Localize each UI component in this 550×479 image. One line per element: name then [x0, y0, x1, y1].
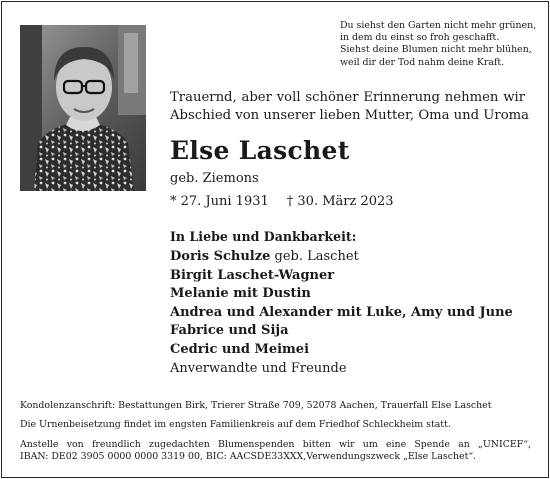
death-date: † 30. März 2023: [286, 194, 394, 209]
birth-date: * 27. Juni 1931: [170, 194, 269, 209]
intro-line: Abschied von unserer lieben Mutter, Oma und Uroma: [170, 108, 530, 123]
memorial-poem: [340, 20, 540, 69]
maiden-name: geb. Ziemons: [170, 171, 259, 186]
mourner-entry: Fabrice und Sija: [170, 323, 289, 339]
donation-request: Anstelle von freundlich zugedachten Blumenspenden bitten wir um eine Spende an „UNICEF“,: [20, 438, 531, 450]
mourner-entry: Anverwandte und Freunde: [170, 360, 347, 376]
burial-info: Die Urnenbeisetzung findet im engsten Familienkreis auf dem Friedhof Schleckheim statt.: [20, 419, 451, 431]
mourner-entry: Birgit Laschet-Wagner: [170, 267, 335, 283]
poem-line: Du siehst den Garten nicht mehr grünen,: [340, 20, 537, 31]
poem-line: Siehst deine Blumen nicht mehr blühen,: [340, 44, 532, 56]
poem-line: in dem du einst so froh geschafft.: [340, 32, 500, 44]
deceased-name: Else Laschet: [170, 136, 350, 165]
mourners-list: [170, 248, 513, 378]
mourner-entry: Cedric und Meimei: [170, 341, 310, 357]
life-dates: [170, 194, 394, 209]
mourner-entry: Andrea und Alexander mit Luke, Amy und June: [170, 304, 513, 320]
poem-line: weil dir der Tod nahm deine Kraft.: [340, 56, 505, 68]
mourner-entry: Doris Schulze geb. Laschet: [170, 249, 359, 264]
intro-line: Trauernd, aber voll schöner Erinnerung nehmen wir: [170, 90, 525, 105]
portrait-photo: [20, 25, 146, 191]
notice-footer: [20, 400, 531, 464]
mourner-entry: Melanie mit Dustin: [170, 286, 311, 302]
intro-text: [170, 89, 530, 125]
mourners-heading: In Liebe und Dankbarkeit:: [170, 229, 357, 244]
donation-bank-details: IBAN: DE02 3905 0000 0000 3319 00, BIC: AACSDE33XXX,Verwendungszweck „Else Laschet“.: [20, 451, 477, 463]
condolence-address: Kondolenzanschrift: Bestattungen Birk, Trierer Straße 709, 52078 Aachen, Trauerfall Else Laschet: [20, 400, 492, 411]
